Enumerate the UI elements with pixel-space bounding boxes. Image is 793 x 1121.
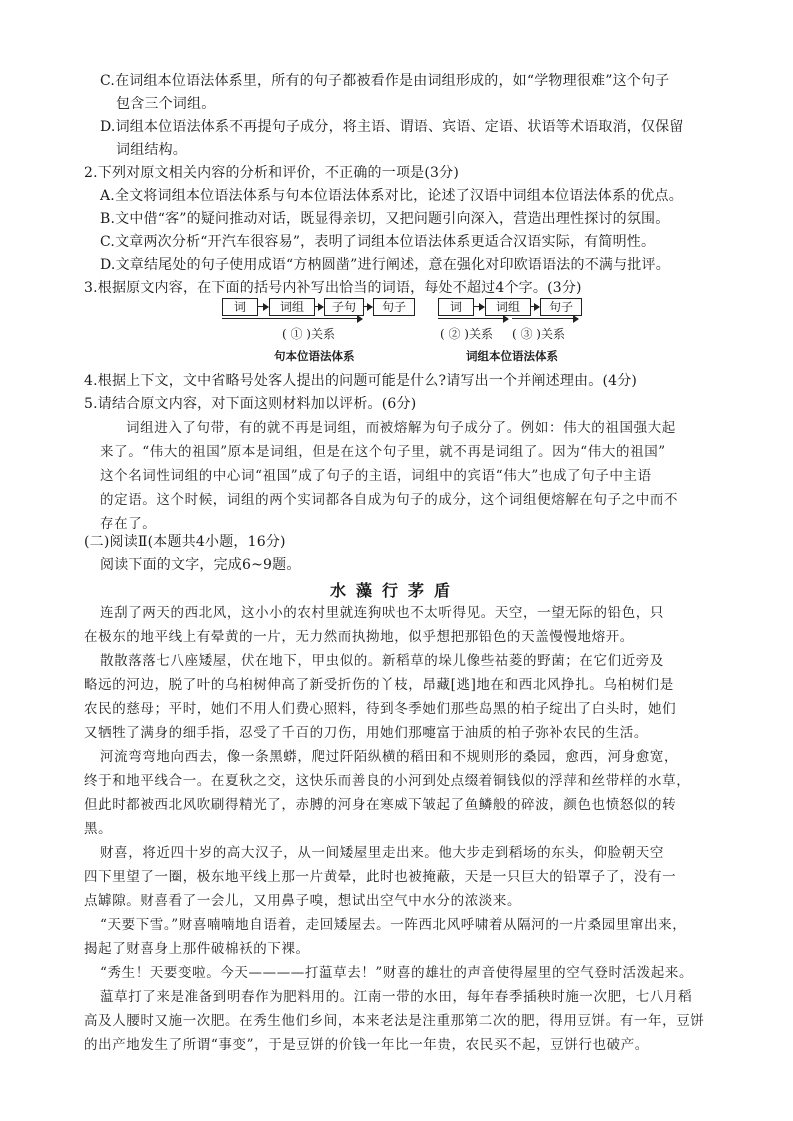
story-line: “秀生！天要变啦。今天————打蕰草去！”财喜的雄壮的声音使得屋里的空气登时活泼起来。 <box>100 965 694 981</box>
question-line: D.词组本位语法体系不再提句子成分，将主语、谓语、宾语、定语、状语等术语取消，仅保留 <box>100 119 684 135</box>
material-line: 词组进入了句带，有的就不再是词组，而被熔解为句子成分了。例如：伟大的祖国强大起 <box>126 420 676 436</box>
question-line: A.全文将词组本位语法体系与句本位语法体系对比，论述了汉语中词组本位语法体系的优点。 <box>100 188 683 204</box>
story-line: 终于和地平线合一。在夏秋之交，这快乐而善良的小河到处点缀着铜钱似的浮萍和丝带样的水草， <box>84 773 691 789</box>
box-juzi-left: 句子 <box>373 298 415 316</box>
relation-arrow-3 <box>512 318 578 319</box>
question-line: B.文中借“客”的疑问推动对话，既显得亲切，又把问题引向深入，营造出理性探讨的氛围。 <box>100 211 670 227</box>
question-line: 5.请结合原文内容，对下面这则材料加以评析。(6分) <box>84 396 417 412</box>
arrow <box>473 306 484 307</box>
material-line: 存在了。 <box>100 516 157 532</box>
relation-arrow-1 <box>222 318 362 319</box>
question-line: C.在词组本位语法体系里，所有的句子都被看作是由词组形成的，如“学物理很难”这个句子 <box>100 73 670 89</box>
relation-label-1: ( ① )关系 <box>282 327 335 341</box>
question-line: 2.下列对原文相关内容的分析和评价，不正确的一项是(3分) <box>84 165 459 181</box>
story-title: 水藻行茅盾 <box>330 581 461 600</box>
material-line: 来了。“伟大的祖国”原本是词组，但是在这个句子里，就不再是词组了。因为“伟大的祖国” <box>100 444 666 460</box>
story-line: 财喜，将近四十岁的高大汉子，从一间矮屋里走出来。他大步走到稻场的东头，仰脸朝天空 <box>100 845 664 861</box>
story-line: 蕰草打了来是准备到明春作为肥料用的。江南一带的水田，每年春季插秧时施一次肥，七八月稻 <box>100 989 693 1005</box>
story-line: 四下里望了一圈，极东地平线上那一片黄晕，此时也被掩蔽，天是一只巨大的铅罩子了，没有一 <box>84 869 677 885</box>
relation-label-2: ( ② )关系 <box>440 327 493 341</box>
caption-sentence-based: 句本位语法体系 <box>274 349 355 363</box>
story-line: 农民的慈母；平时，她们不用人们费心照料，待到冬季她们那些岛黑的柏子绽出了白头时，她们 <box>84 701 677 717</box>
box-cizu-right: 词组 <box>485 298 531 316</box>
question-line: 词组结构。 <box>116 142 187 158</box>
arrow <box>314 306 323 307</box>
section-line: 阅读下面的文字，完成6~9题。 <box>100 557 301 573</box>
arrow <box>530 306 539 307</box>
story-line: 连刮了两天的西北风，这小小的农村里就连狗吠也不太听得见。天空，一望无际的铅色，只 <box>100 605 664 621</box>
material-line: 这个名词性词组的中心词“祖国”成了句子的主语，词组中的宾语“伟大”也成了句子中主语 <box>100 468 652 484</box>
caption-phrase-based: 词组本位语法体系 <box>466 349 558 363</box>
syntax-system-diagram <box>222 298 582 362</box>
story-line: “天要下雪。”财喜喃喃地自语着，走回矮屋去。一阵西北风呼啸着从隔河的一片桑园里窜出来， <box>100 917 687 933</box>
story-line: 在极东的地平线上有晕黄的一片，无力然而执拗地，似乎想把那铅色的天盖慢慢地熔开。 <box>84 629 634 645</box>
question-line: C.文章两次分析“开汽车很容易”，表明了词组本位语法体系更适合汉语实际，有简明性。 <box>100 234 656 250</box>
question-line: 4.根据上下文，文中省略号处客人提出的问题可能是什么?请写出一个并阐述理由。(4分) <box>84 373 638 389</box>
story-line: 河流弯弯地向西去，像一条黑蟒，爬过阡陌纵横的稻田和不规则形的桑园，愈西，河身愈宽， <box>100 749 679 765</box>
box-ci-right: 词 <box>438 298 474 316</box>
story-line: 点罅隙。财喜看了一会儿，又用鼻子嗅，想试出空气中水分的浓淡来。 <box>84 893 522 909</box>
section-line: (二)阅读Ⅱ(本题共4小题，16分) <box>84 534 286 550</box>
arrow <box>363 306 372 307</box>
arrow <box>257 306 268 307</box>
story-line: 高及人腰时又施一次肥。在秀生他们乡间，本来老法是注重那第二次的肥，得用豆饼。有一年，豆饼 <box>84 1013 705 1029</box>
box-ci-left: 词 <box>222 298 258 316</box>
story-line: 略远的河边，脱了叶的乌桕树伸高了新受折伤的丫枝，昂藏[逃]地在和西北风挣扎。乌桕树们是 <box>84 677 674 693</box>
story-line: 又牺牲了满身的细手指，忍受了千百的刀伤，用她们那嚏富于油质的柏子弥补农民的生活。 <box>84 725 648 741</box>
box-cizu-left: 词组 <box>269 298 315 316</box>
question-line: 3.根据原文内容，在下面的括号内补写出恰当的词语，每处不超过4个字。(3分) <box>84 280 582 296</box>
story-line: 散散落落七八座矮屋，伏在地下，甲虫似的。新稻草的垛儿像些祜菱的野菌；在它们近旁及 <box>100 653 664 669</box>
material-line: 的定语。这个时候，词组的两个实词都各自成为句子的成分，这个词组便熔解在句子之中而不 <box>100 492 679 508</box>
box-juzi-right: 句子 <box>540 298 582 316</box>
relation-label-3: ( ③ )关系 <box>512 327 565 341</box>
box-ziju-left: 子句 <box>324 298 364 316</box>
question-line: 包含三个词组。 <box>116 96 216 112</box>
story-line: 黑。 <box>84 821 113 837</box>
relation-arrow-2 <box>438 318 508 319</box>
story-line: 揭起了财喜身上那件破棉袄的下裸。 <box>84 941 310 957</box>
story-line: 但此时都被西北风吹刷得精光了，赤膊的河身在寒威下皱起了鱼鳞般的碎波，颜色也愤怒似的转 <box>84 797 677 813</box>
question-line: D.文章结尾处的句子使用成语“方枘圆凿”进行阐述，意在强化对印欧语语法的不满与批评。 <box>100 257 670 273</box>
story-line: 的出产地发生了所谓“事变”，于是豆饼的价钱一年比一年贵，农民买不起，豆饼行也破产。 <box>84 1037 649 1053</box>
